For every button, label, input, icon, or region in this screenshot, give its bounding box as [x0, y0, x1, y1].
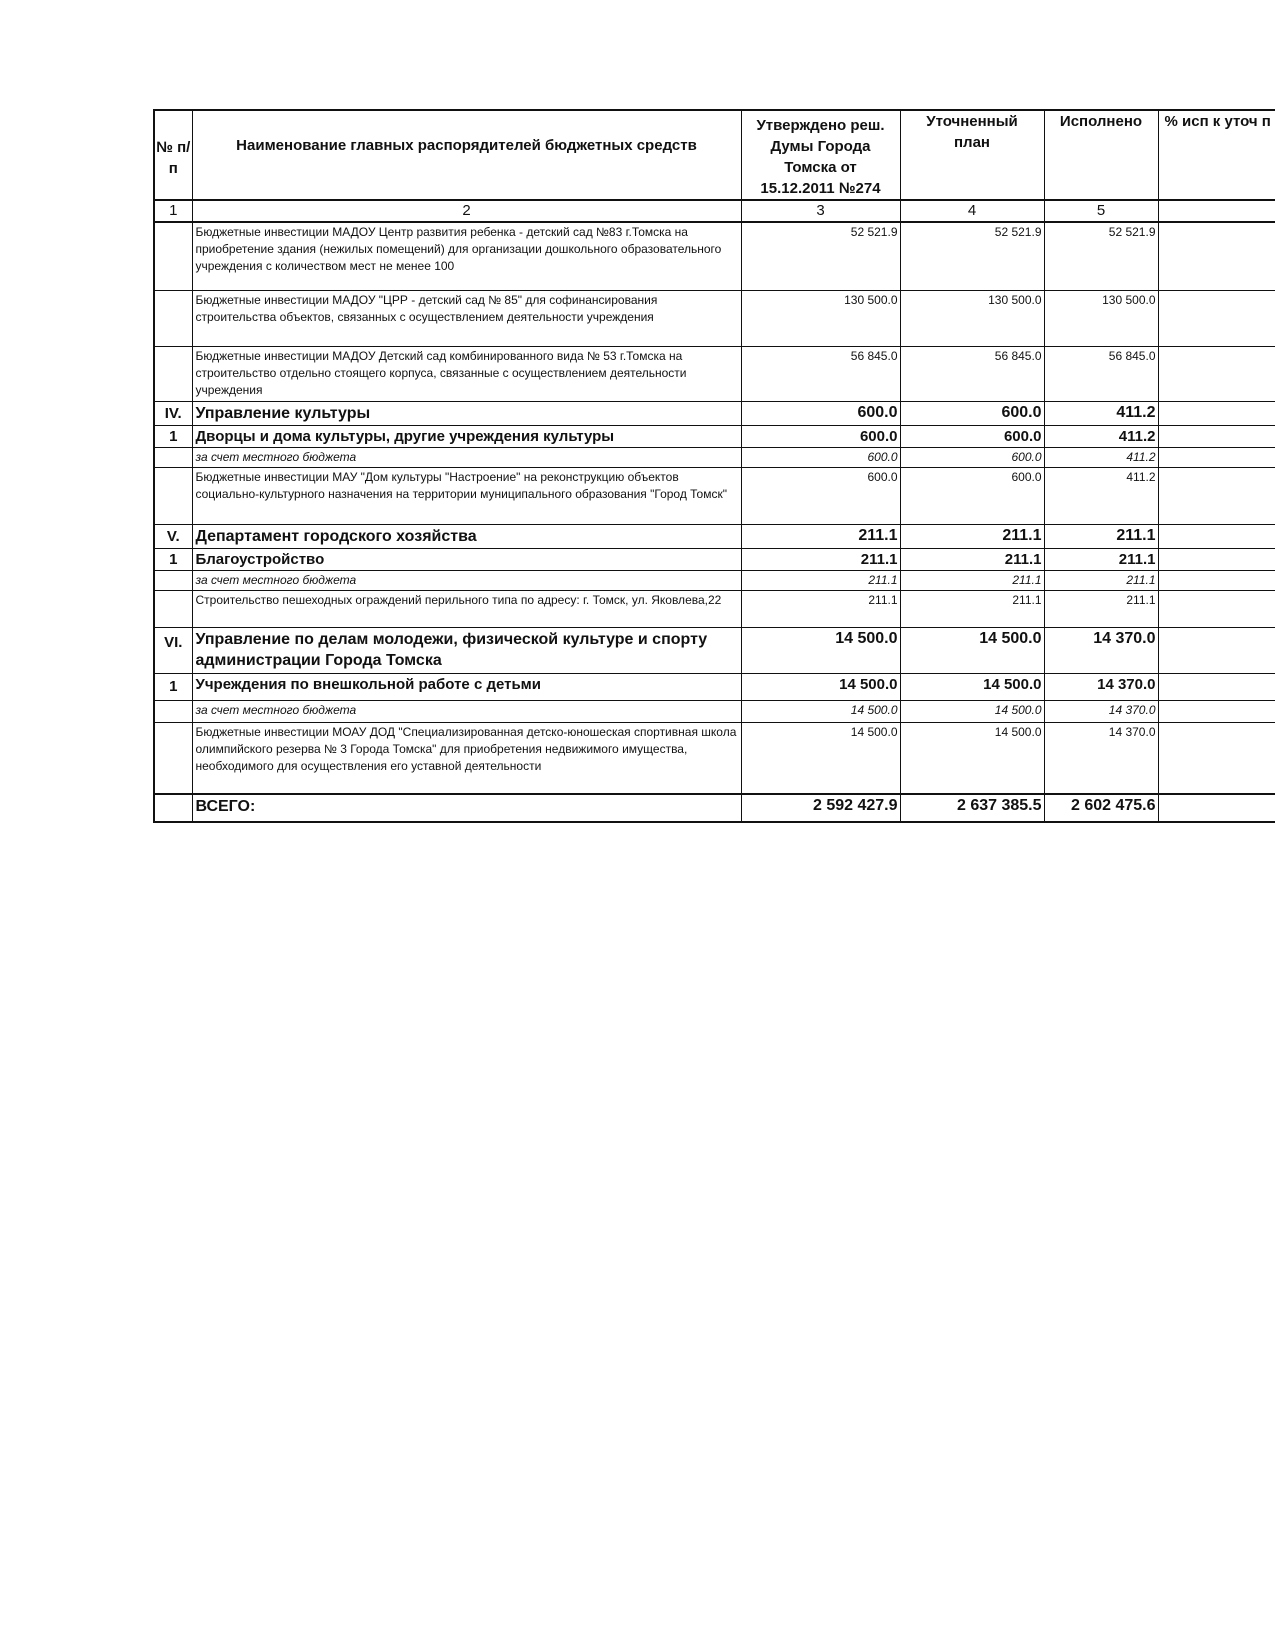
percent-value — [1158, 467, 1275, 524]
percent-value — [1158, 590, 1275, 627]
row-number: 1 — [154, 673, 192, 700]
percent-value — [1158, 346, 1275, 401]
total-row — [154, 794, 1275, 822]
revised-plan-value: 14 500.0 — [900, 700, 1044, 722]
percent-value — [1158, 570, 1275, 590]
executed-value: 211.1 — [1044, 570, 1158, 590]
investment-row — [154, 722, 1275, 794]
percent-value — [1158, 673, 1275, 700]
approved-value: 211.1 — [741, 590, 900, 627]
header-label: Утверждено реш. Думы Города Томска от 15.12.2011 №274 — [756, 117, 885, 197]
row-number — [154, 590, 192, 627]
percent-value — [1158, 700, 1275, 722]
row-name: Управление по делам молодежи, физической культуре и спорту администрации Города Томска — [192, 627, 741, 673]
budget-table — [153, 109, 1275, 823]
budget-table-sheet — [153, 109, 1275, 869]
percent-value — [1158, 627, 1275, 673]
table-body — [154, 200, 1275, 822]
investment-row — [154, 290, 1275, 346]
executed-value: 130 500.0 — [1044, 290, 1158, 346]
executed-value: 52 521.9 — [1044, 222, 1158, 290]
revised-plan-value: 130 500.0 — [900, 290, 1044, 346]
approved-value: 130 500.0 — [741, 290, 900, 346]
revised-plan-value: 56 845.0 — [900, 346, 1044, 401]
executed-value: 411.2 — [1044, 401, 1158, 425]
percent-value — [1158, 794, 1275, 822]
revised-plan-value: 14 500.0 — [900, 627, 1044, 673]
executed-value: 411.2 — [1044, 425, 1158, 447]
row-name: за счет местного бюджета — [192, 447, 741, 467]
row-name: за счет местного бюджета — [192, 570, 741, 590]
executed-value: 14 370.0 — [1044, 700, 1158, 722]
row-name: Благоустройство — [192, 548, 741, 570]
row-name: Дворцы и дома культуры, другие учреждения культуры — [192, 425, 741, 447]
row-name: Бюджетные инвестиции МАУ "Дом культуры "Настроение" на реконструкцию объектов социально-культурного назначения на территории муниципального образования "Город Томск" — [192, 467, 741, 524]
column-number: 2 — [192, 200, 741, 222]
header-label: Наименование главных распорядителей бюджетных средств — [236, 137, 697, 154]
row-number — [154, 447, 192, 467]
row-number — [154, 700, 192, 722]
approved-value: 52 521.9 — [741, 222, 900, 290]
revised-plan-value: 14 500.0 — [900, 722, 1044, 794]
column-number: 5 — [1044, 200, 1158, 222]
header-cell-percent — [1158, 110, 1275, 200]
revised-plan-value: 211.1 — [900, 590, 1044, 627]
funding-source-row — [154, 570, 1275, 590]
row-name: Управление культуры — [192, 401, 741, 425]
revised-plan-value: 2 637 385.5 — [900, 794, 1044, 822]
investment-row — [154, 346, 1275, 401]
header-cell-revised-plan — [900, 110, 1044, 200]
investment-row — [154, 467, 1275, 524]
revised-plan-value: 600.0 — [900, 467, 1044, 524]
section-row — [154, 627, 1275, 673]
percent-value — [1158, 548, 1275, 570]
executed-value: 14 370.0 — [1044, 627, 1158, 673]
row-number — [154, 467, 192, 524]
row-number — [154, 222, 192, 290]
approved-value: 211.1 — [741, 548, 900, 570]
revised-plan-value: 52 521.9 — [900, 222, 1044, 290]
approved-value: 600.0 — [741, 401, 900, 425]
percent-value — [1158, 722, 1275, 794]
approved-value: 14 500.0 — [741, 627, 900, 673]
column-number-row — [154, 200, 1275, 222]
executed-value: 211.1 — [1044, 590, 1158, 627]
approved-value: 211.1 — [741, 524, 900, 548]
header-label: № п/п — [156, 139, 191, 177]
executed-value: 211.1 — [1044, 524, 1158, 548]
row-name: за счет местного бюджета — [192, 700, 741, 722]
funding-source-row — [154, 700, 1275, 722]
approved-value: 600.0 — [741, 425, 900, 447]
row-number — [154, 290, 192, 346]
investment-row — [154, 222, 1275, 290]
header-cell-executed — [1044, 110, 1158, 200]
row-number: VI. — [154, 627, 192, 673]
header-cell-number — [154, 110, 192, 200]
header-label: Уточненный план — [926, 113, 1018, 151]
column-number: 4 — [900, 200, 1044, 222]
row-name: Департамент городского хозяйства — [192, 524, 741, 548]
executed-value: 2 602 475.6 — [1044, 794, 1158, 822]
category-row — [154, 548, 1275, 570]
header-cell-approved — [741, 110, 900, 200]
funding-source-row — [154, 447, 1275, 467]
row-name: ВСЕГО: — [192, 794, 741, 822]
header-label: Исполнено — [1059, 113, 1143, 130]
column-number: 3 — [741, 200, 900, 222]
section-row — [154, 401, 1275, 425]
executed-value: 14 370.0 — [1044, 673, 1158, 700]
row-number: V. — [154, 524, 192, 548]
revised-plan-value: 600.0 — [900, 447, 1044, 467]
row-number — [154, 794, 192, 822]
approved-value: 14 500.0 — [741, 673, 900, 700]
percent-value — [1158, 290, 1275, 346]
row-name: Бюджетные инвестиции МОАУ ДОД "Специализированная детско-юношеская спортивная школа олимпийского резерва № 3 Города Томска" для приобретения недвижимого имущества, необходимого для осуществления его уставной деятельности — [192, 722, 741, 794]
revised-plan-value: 14 500.0 — [900, 673, 1044, 700]
header-row — [154, 110, 1275, 200]
approved-value: 14 500.0 — [741, 700, 900, 722]
section-row — [154, 524, 1275, 548]
executed-value: 211.1 — [1044, 548, 1158, 570]
percent-value — [1158, 401, 1275, 425]
approved-value: 56 845.0 — [741, 346, 900, 401]
percent-value — [1158, 425, 1275, 447]
row-name: Бюджетные инвестиции МАДОУ Детский сад комбинированного вида № 53 г.Томска на строительство отдельно стоящего корпуса, связанные с осуществлением деятельности учреждения — [192, 346, 741, 401]
percent-value — [1158, 222, 1275, 290]
header-label: % исп к уточ п — [1164, 113, 1271, 130]
executed-value: 14 370.0 — [1044, 722, 1158, 794]
executed-value: 411.2 — [1044, 447, 1158, 467]
approved-value: 14 500.0 — [741, 722, 900, 794]
investment-row — [154, 590, 1275, 627]
revised-plan-value: 600.0 — [900, 425, 1044, 447]
row-number: 1 — [154, 548, 192, 570]
percent-value — [1158, 447, 1275, 467]
category-row — [154, 673, 1275, 700]
revised-plan-value: 211.1 — [900, 570, 1044, 590]
row-name: Бюджетные инвестиции МАДОУ "ЦРР - детский сад № 85" для софинансирования строительства объектов, связанных с осуществлением деятельности учреждения — [192, 290, 741, 346]
approved-value: 600.0 — [741, 447, 900, 467]
percent-value — [1158, 524, 1275, 548]
header-cell-name — [192, 110, 741, 200]
approved-value: 211.1 — [741, 570, 900, 590]
row-number — [154, 722, 192, 794]
row-name: Строительство пешеходных ограждений перильного типа по адресу: г. Томск, ул. Яковлева,22 — [192, 590, 741, 627]
revised-plan-value: 211.1 — [900, 524, 1044, 548]
revised-plan-value: 211.1 — [900, 548, 1044, 570]
column-number — [1158, 200, 1275, 222]
executed-value: 411.2 — [1044, 467, 1158, 524]
row-number: IV. — [154, 401, 192, 425]
executed-value: 56 845.0 — [1044, 346, 1158, 401]
row-number — [154, 570, 192, 590]
category-row — [154, 425, 1275, 447]
row-number: 1 — [154, 425, 192, 447]
column-number: 1 — [154, 200, 192, 222]
approved-value: 2 592 427.9 — [741, 794, 900, 822]
row-number — [154, 346, 192, 401]
row-name: Бюджетные инвестиции МАДОУ Центр развития ребенка - детский сад №83 г.Томска на приобретение здания (нежилых помещений) для организации дошкольного образовательного учреждения с количеством мест не менее 100 — [192, 222, 741, 290]
revised-plan-value: 600.0 — [900, 401, 1044, 425]
row-name: Учреждения по внешкольной работе с детьми — [192, 673, 741, 700]
approved-value: 600.0 — [741, 467, 900, 524]
